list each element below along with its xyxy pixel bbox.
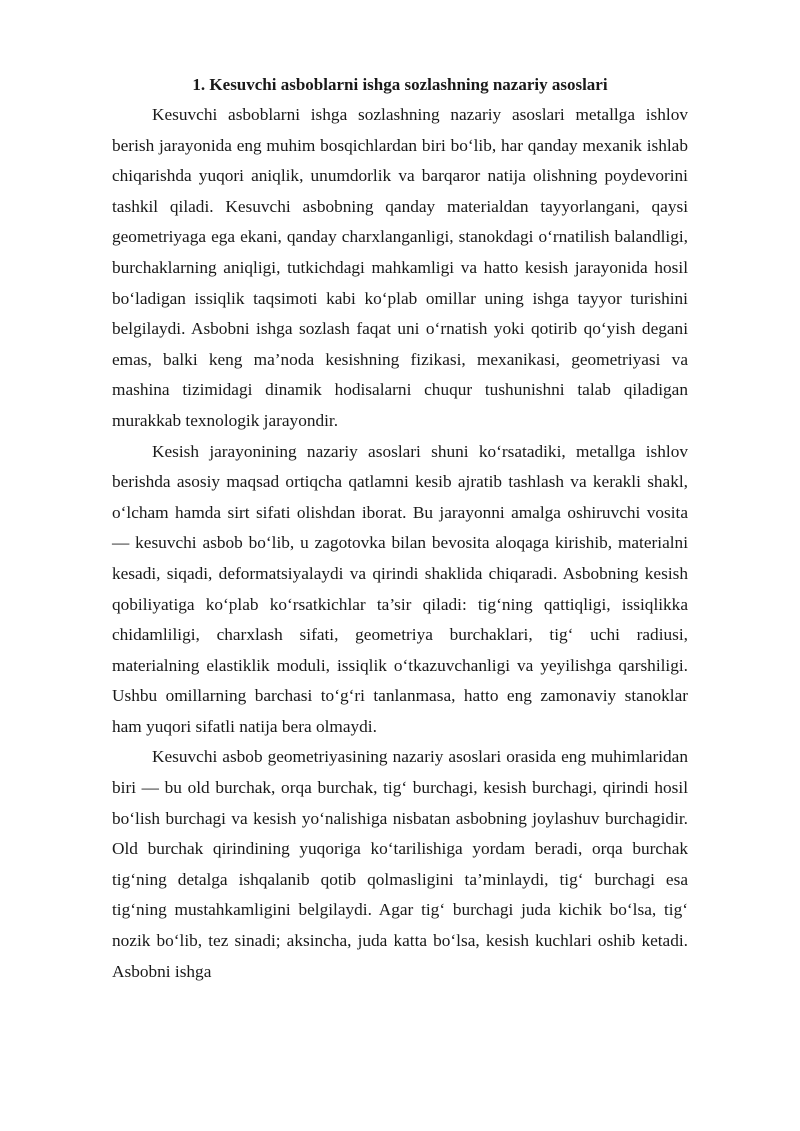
paragraph-2: Kesish jarayonining nazariy asoslari shuni ko‘rsatadiki, metallga ishlov berishda asosiy maqsad ortiqcha qatlamni kesib ajratib tashlash va kerakli shakl, o‘lcham hamda sirt sifati olishdan iborat. Bu jarayonni amalga oshiruvchi vosita — kesuvchi asbob bo‘lib, u zagotovka bilan bevosita aloqaga kirishib, materialni kesadi, siqadi, deformatsiyalaydi va qirindi shaklida chiqaradi. Asbobning kesish qobiliyatiga ko‘plab ko‘rsatkichlar ta’sir qiladi: tig‘ning qattiqligi, issiqlikka chidamliligi, charxlash sifati, geometriya burchaklari, tig‘ uchi radiusi, materialning elastiklik moduli, issiqlik o‘tkazuvchanligi va yeyilishga qarshiligi. Ushbu omillarning barchasi to‘g‘ri tanlanmasa, hatto eng zamonaviy stanoklar ham yuqori sifatli natija bera olmaydi. [112,441,688,736]
section-title: 1. Kesuvchi asboblarni ishga sozlashning nazariy asoslari [192,75,608,94]
paragraph-1: Kesuvchi asboblarni ishga sozlashning nazariy asoslari metallga ishlov berish jarayonida eng muhim bosqichlardan biri bo‘lib, har qanday mexanik ishlab chiqarishda yuqori aniqlik, unumdorlik va barqaror natija olishning poydevorini tashkil qiladi. Kesuvchi asbobning qanday materialdan tayyorlangani, qaysi geometriyaga ega ekani, qanday charxlanganligi, stanokdagi o‘rnatilish balandligi, burchaklarning aniqligi, tutkichdagi mahkamligi va hatto kesish jarayonida hosil bo‘ladigan issiqlik taqsimoti kabi ko‘plab omillar uning ishga tayyor turishini belgilaydi. Asbobni ishga sozlash faqat uni o‘rnatish yoki qotirib qo‘yish degani emas, balki keng ma’noda kesishning fizikasi, mexanikasi, geometriyasi va mashina tizimidagi dinamik hodisalarni chuqur tushunishni talab qiladigan murakkab texnologik jarayondir. [112,105,688,430]
paragraph-3: Kesuvchi asbob geometriyasining nazariy asoslari orasida eng muhimlaridan biri — bu old burchak, orqa burchak, tig‘ burchagi, kesish burchagi, qirindi hosil bo‘lish burchagi va kesish yo‘nalishiga nisbatan asbobning joylashuv burchagidir. Old burchak qirindining yuqoriga ko‘tarilishiga yordam beradi, orqa burchak tig‘ning detalga ishqalanib qotib qolmasligini ta’minlaydi, tig‘ burchagi esa tig‘ning mustahkamligini belgilaydi. Agar tig‘ burchagi juda kichik bo‘lsa, tig‘ nozik bo‘lib, tez sinadi; aksincha, juda katta bo‘lsa, kesish kuchlari oshib ketadi. Asbobni ishga [112,747,688,981]
document-body [112,70,688,987]
